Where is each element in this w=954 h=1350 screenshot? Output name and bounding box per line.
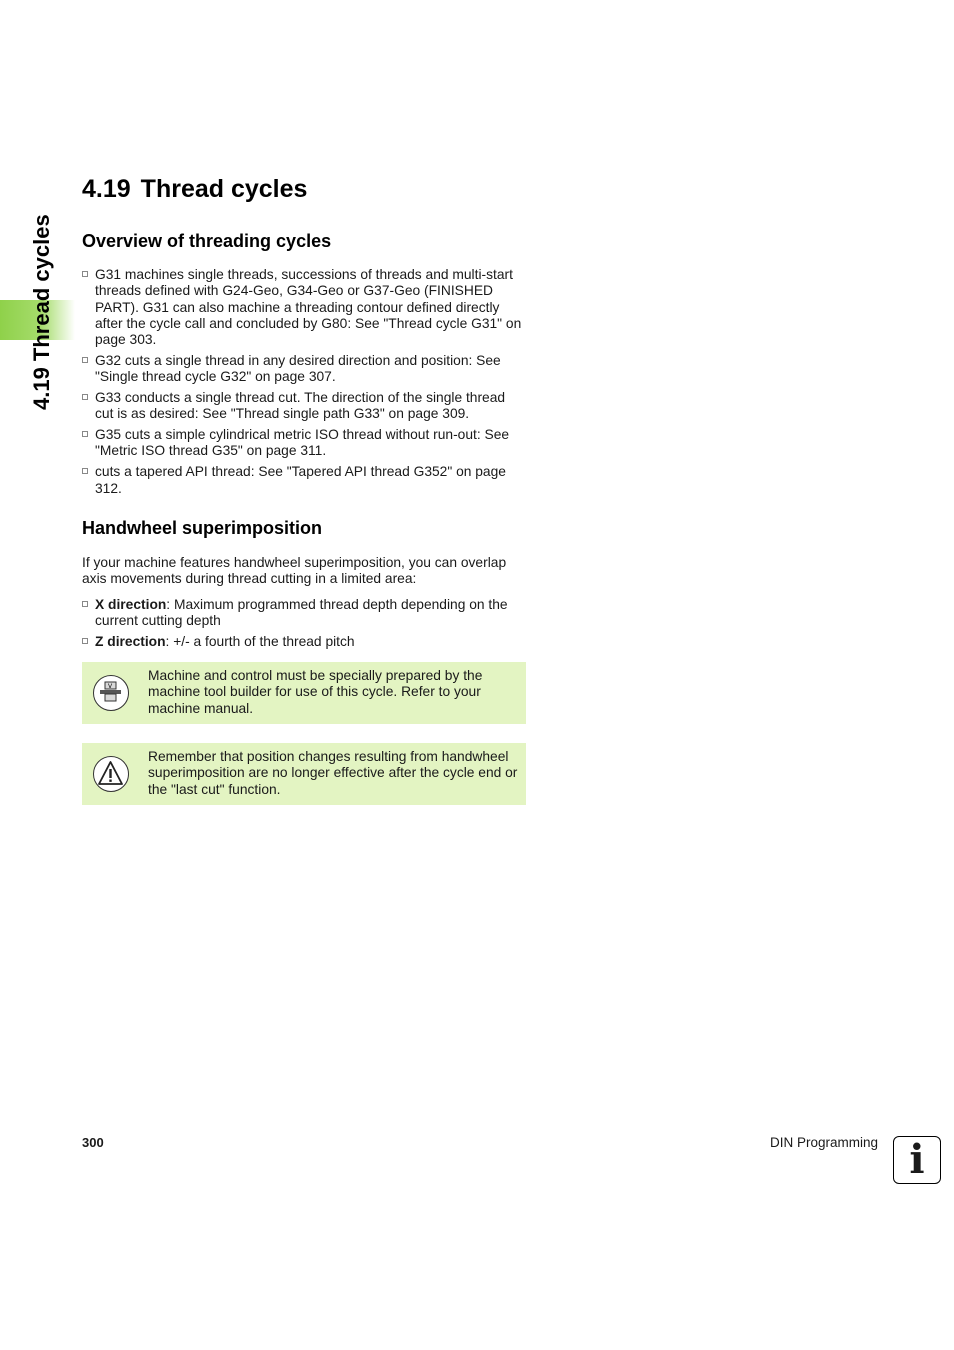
page-number: 300	[82, 1135, 104, 1150]
list-item: Z direction: +/- a fourth of the thread pitch	[82, 634, 526, 650]
bullet-square-icon	[82, 271, 88, 277]
list-item: G32 cuts a single thread in any desired direction and position: See "Single thread cycle G32" on page 307.	[82, 353, 526, 386]
warning-icon	[93, 756, 129, 792]
list-item: X direction: Maximum programmed thread depth depending on the current cutting depth	[82, 597, 526, 630]
page-title	[82, 175, 307, 204]
note-text: Remember that position changes resulting from handwheel superimposition are no longer effective after the cycle end or the "last cut" function.	[148, 749, 518, 797]
bullet-square-icon	[82, 394, 88, 400]
list-item: cuts a tapered API thread: See "Tapered API thread G352" on page 312.	[82, 464, 526, 497]
handwheel-heading: Handwheel superimposition	[82, 518, 323, 538]
bullet-square-icon	[82, 431, 88, 437]
overview-list	[82, 267, 526, 501]
machine-note	[82, 662, 526, 724]
handwheel-intro: If your machine features handwheel superimposition, you can overlap axis movements during thread cutting in a limited area:	[82, 555, 507, 587]
overview-heading: Overview of threading cycles	[82, 231, 332, 251]
svg-text:V: V	[108, 683, 113, 690]
machine-icon	[93, 675, 129, 711]
bullet-square-icon	[82, 601, 88, 607]
section-number: 4.19	[82, 175, 131, 203]
bullet-square-icon	[82, 638, 88, 644]
list-item: G31 machines single threads, successions of threads and multi-start threads defined with G24-Geo, G34-Geo or G37-Geo (FINISHED PART). G31 can also machine a threading contour defined directly after the cycle call and concluded by G80: See "Thread cycle G31" on page 303.	[82, 267, 526, 348]
warning-note	[82, 743, 526, 805]
bullet-square-icon	[82, 468, 88, 474]
list-item: G33 conducts a single thread cut. The direction of the single thread cut is as desired: See "Thread single path G33" on page 309.	[82, 390, 526, 423]
handwheel-list	[82, 597, 526, 655]
sidebar-section-title: 4.19 Thread cycles	[29, 214, 54, 410]
info-icon: i	[893, 1136, 941, 1184]
bullet-square-icon	[82, 357, 88, 363]
section-title: Thread cycles	[140, 175, 308, 203]
list-item: G35 cuts a simple cylindrical metric ISO thread without run-out: See "Metric ISO thread G35" on page 311.	[82, 427, 526, 460]
note-text: Machine and control must be specially prepared by the machine tool builder for use of this cycle. Refer to your machine manual.	[148, 668, 483, 716]
footer-label: DIN Programming	[770, 1135, 879, 1150]
